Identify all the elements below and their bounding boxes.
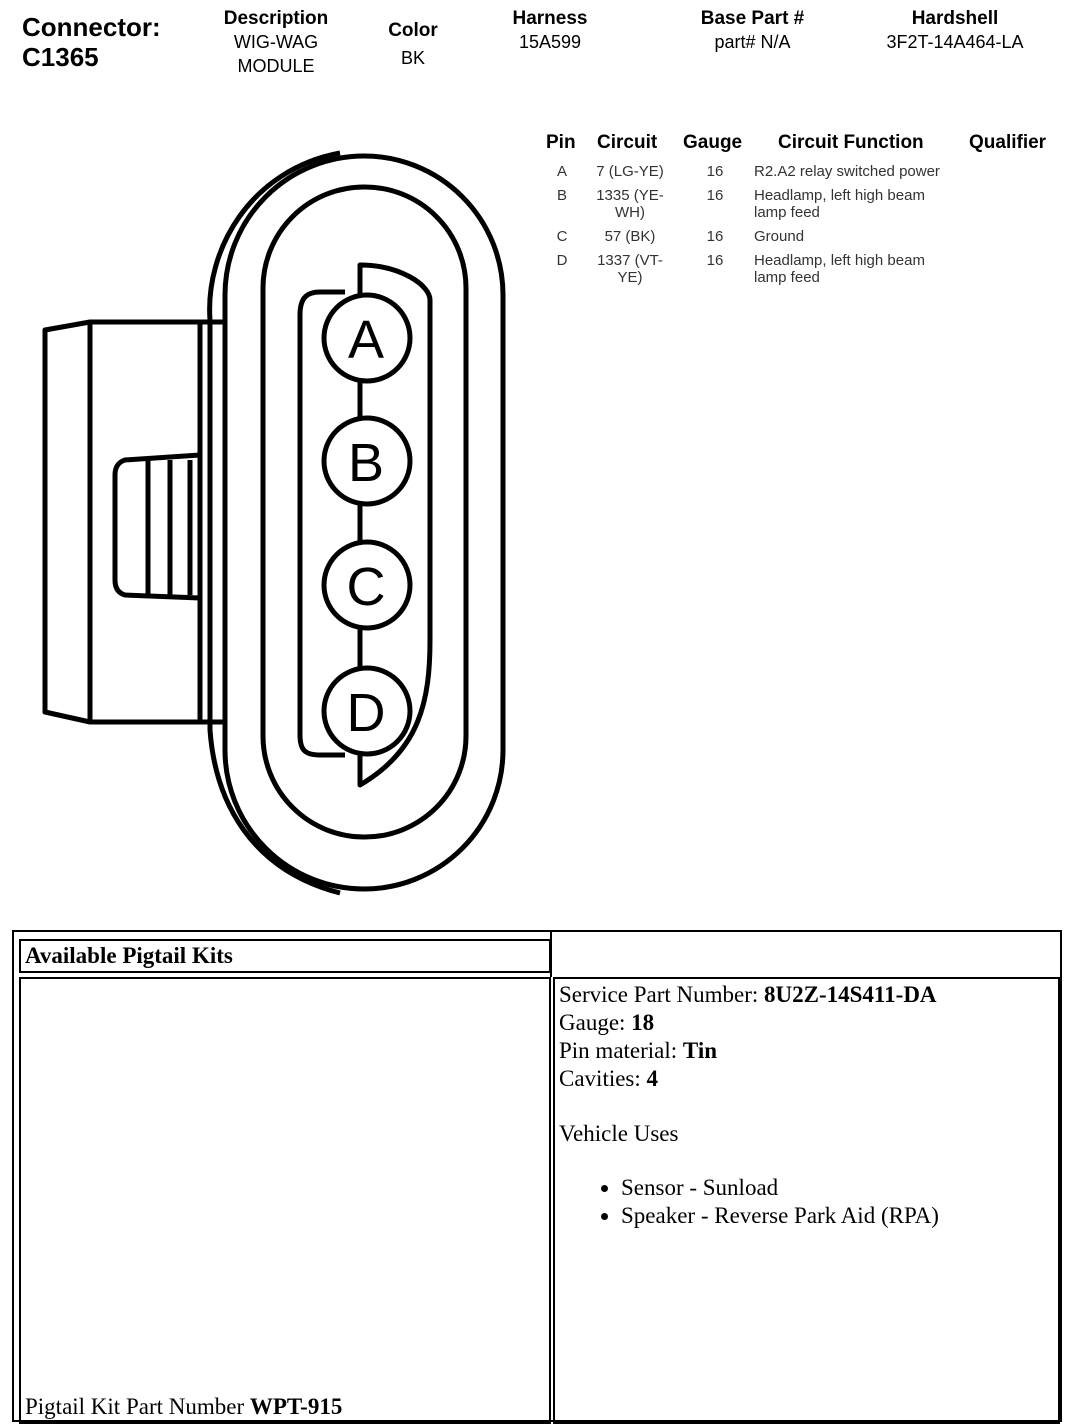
service-part-label: Service Part Number: [559, 982, 765, 1007]
function-cell-cont: lamp feed [754, 269, 820, 286]
pin-material-value: Tin [682, 1038, 718, 1063]
connector-id: C1365 [22, 42, 99, 72]
gauge-cell: 16 [706, 163, 724, 180]
function-column-header: Circuit Function [778, 132, 924, 153]
latch-front [45, 322, 90, 722]
kit-left-cell [19, 977, 551, 1424]
color-label: Color [388, 20, 438, 41]
harness-label: Harness [512, 8, 588, 29]
circuit-cell-cont: WH) [615, 204, 645, 221]
service-part-value: 8U2Z-14S411-DA [764, 982, 937, 1007]
hardshell-label: Hardshell [911, 8, 999, 29]
pin-label-c: C [346, 557, 386, 617]
gauge-cell: 16 [706, 187, 724, 204]
gauge-label: Gauge: [559, 1010, 632, 1035]
pin-column-header: Pin [546, 132, 576, 153]
pin-cell: D [556, 252, 568, 269]
gauge-cell: 16 [706, 228, 724, 245]
list-item: • Speaker - Reverse Park Aid (RPA) [621, 1202, 1054, 1230]
kit-details-cell [553, 977, 1060, 1424]
pin-material-line [559, 1037, 1054, 1065]
gauge-value: 18 [631, 1010, 655, 1035]
pigtail-value: WPT-915 [249, 1394, 343, 1419]
connector-label: Connector: [22, 12, 161, 42]
pin-cell: C [556, 228, 568, 245]
circuit-cell: 1337 (VT- [597, 252, 663, 269]
circuit-cell-cont: YE) [617, 269, 643, 286]
gauge-line [559, 1009, 1054, 1037]
vehicle-uses-list [559, 1174, 1054, 1230]
base-part-column [680, 8, 825, 54]
pin-material-label: Pin material: [559, 1038, 683, 1063]
function-cell: Ground [754, 228, 805, 245]
qualifier-column-header: Qualifier [969, 132, 1047, 153]
hardshell-value: 3F2T-14A464-LA [886, 32, 1024, 52]
pigtail-kits-table [12, 930, 1062, 1422]
circuit-cell: 7 (LG-YE) [596, 163, 664, 180]
pin-label-d: D [346, 683, 386, 743]
cavities-label: Cavities: [559, 1066, 647, 1091]
description-value-2: MODULE [237, 56, 315, 76]
service-part-line [559, 981, 1054, 1009]
vehicle-uses-label: Vehicle Uses [559, 1121, 679, 1146]
hardshell-column [860, 8, 1050, 54]
function-cell: Headlamp, left high beam [754, 187, 925, 204]
list-item: • Sensor - Sunload [621, 1174, 1054, 1202]
latch-tab [115, 455, 200, 598]
gauge-cell: 16 [706, 252, 724, 269]
description-label: Description [223, 8, 329, 29]
cavities-line [559, 1065, 1054, 1093]
base-part-value: part# N/A [714, 32, 791, 52]
latch-body [90, 322, 223, 722]
kits-title: Available Pigtail Kits [19, 939, 551, 973]
pigtail-kit-part-line [25, 1394, 342, 1420]
circuit-cell: 57 (BK) [604, 228, 656, 245]
pin-label-b: B [347, 433, 385, 493]
base-part-label: Base Part # [700, 8, 805, 29]
circuit-cell: 1335 (YE- [596, 187, 664, 204]
pin-cell: A [556, 163, 567, 180]
description-value-1: WIG-WAG [233, 32, 319, 52]
gauge-column-header: Gauge [683, 132, 743, 153]
pigtail-label: Pigtail Kit Part Number [25, 1394, 250, 1419]
cavities-value: 4 [646, 1066, 659, 1091]
circuit-column-header: Circuit [597, 132, 658, 153]
harness-column [490, 8, 610, 54]
connector-title [22, 12, 161, 72]
connector-diagram [0, 130, 540, 910]
color-value: BK [400, 48, 425, 68]
color-column [370, 20, 456, 70]
function-cell: Headlamp, left high beam [754, 252, 925, 269]
pin-label-a: A [347, 310, 385, 370]
harness-value: 15A599 [518, 32, 582, 52]
function-cell-cont: lamp feed [754, 204, 820, 221]
pin-cell: B [556, 187, 567, 204]
description-column [205, 8, 347, 78]
function-cell: R2.A2 relay switched power [754, 163, 940, 180]
